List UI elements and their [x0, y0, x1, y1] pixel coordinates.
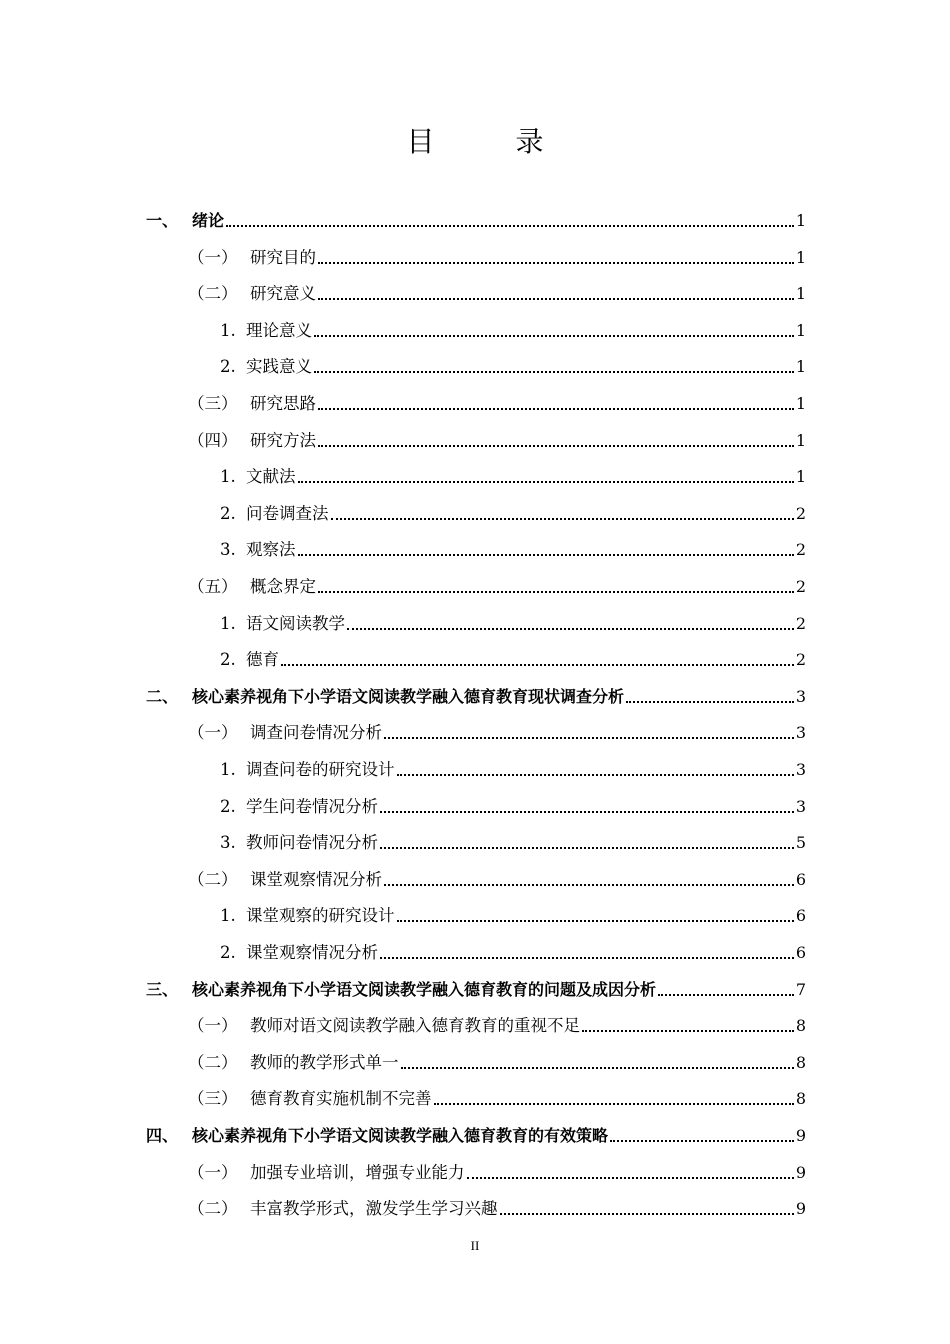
toc-entry-number: 2.: [220, 796, 236, 816]
toc-entry-number: 2.: [220, 503, 236, 523]
toc-entry-label: 课堂观察情况分析: [246, 943, 378, 962]
toc-entry-page: 6: [795, 906, 806, 926]
toc-entry-number: （二）: [188, 284, 238, 304]
toc-entry-page: 1: [795, 394, 806, 413]
toc-dot-leader: [318, 408, 794, 410]
toc-entry-number: 1.: [220, 320, 236, 340]
toc-entry-page: 8: [795, 1089, 806, 1109]
toc-entry-number: 1.: [220, 906, 236, 926]
toc-dot-leader: [467, 1177, 794, 1179]
toc-entry-label: 观察法: [246, 540, 296, 560]
toc-entry-page: 3: [795, 796, 806, 816]
toc-entry-number: 1.: [220, 760, 236, 779]
toc-entry-page: 2: [795, 613, 806, 633]
toc-dot-leader: [298, 554, 794, 556]
toc-entry-number: （一）: [188, 723, 238, 743]
toc-entry-page: 9: [795, 1199, 806, 1219]
toc-entry-number: 2.: [220, 650, 236, 670]
toc-entry-label: 学生问卷情况分析: [246, 796, 378, 816]
toc-entry-label: 研究意义: [250, 284, 316, 304]
toc-entry-page: 3: [795, 760, 806, 779]
toc-entry-number: （二）: [188, 1052, 238, 1072]
toc-dot-leader: [318, 298, 794, 300]
toc-entry-page: 6: [795, 943, 806, 962]
toc-entry-label: 教师对语文阅读教学融入德育教育的重视不足: [250, 1016, 580, 1036]
toc-entry[interactable]: [188, 1190, 806, 1220]
toc-entry-number: 2.: [220, 357, 236, 377]
toc-entry-page: 8: [795, 1016, 806, 1036]
toc-entry-label: 课堂观察的研究设计: [246, 906, 395, 926]
toc-entry-label: 研究目的: [250, 247, 316, 267]
toc-entry[interactable]: [220, 458, 806, 488]
toc-dot-leader: [298, 481, 794, 483]
toc-dot-leader: [380, 957, 794, 959]
toc-entry-label: 语文阅读教学: [246, 613, 345, 633]
toc-entry-label: 德育: [246, 650, 279, 670]
toc-entry-label: 文献法: [246, 467, 296, 487]
toc-entry-number: 3.: [220, 833, 236, 853]
toc-entry[interactable]: [188, 1007, 806, 1037]
toc-entry-number: （一）: [188, 1162, 238, 1182]
toc-dot-leader: [610, 1140, 794, 1142]
toc-entry-number: （三）: [188, 394, 238, 413]
toc-dot-leader: [331, 518, 794, 520]
toc-dot-leader: [658, 994, 794, 996]
toc-entry[interactable]: [220, 312, 806, 342]
toc-entry-page: 9: [795, 1162, 806, 1182]
toc-entry[interactable]: [220, 641, 806, 671]
toc-entry[interactable]: [220, 934, 806, 964]
toc-entry-page: 1: [795, 357, 806, 377]
toc-entry[interactable]: [146, 678, 806, 708]
toc-entry-number: 1.: [220, 467, 236, 487]
toc-entry[interactable]: [188, 1154, 806, 1184]
page-footer-number: II: [470, 1238, 480, 1253]
toc-entry-page: 5: [795, 833, 806, 853]
toc-entry[interactable]: [188, 714, 806, 744]
toc-dot-leader: [347, 628, 794, 630]
toc-dot-leader: [384, 884, 794, 886]
toc-entry-label: 核心素养视角下小学语文阅读教学融入德育教育的有效策略: [192, 1126, 609, 1145]
toc-entry-label: 理论意义: [246, 320, 312, 340]
toc-entry-number: （二）: [188, 1199, 238, 1219]
toc-entry-number: 二、: [146, 686, 179, 706]
toc-dot-leader: [226, 225, 794, 227]
toc-entry-page: 2: [795, 540, 806, 560]
toc-entry-label: 核心素养视角下小学语文阅读教学融入德育教育的问题及成因分析: [192, 979, 657, 999]
toc-entry[interactable]: [146, 202, 806, 232]
toc-entry[interactable]: [188, 1044, 806, 1074]
toc-entry[interactable]: [220, 788, 806, 818]
toc-entry-label: 加强专业培训，增强专业能力: [250, 1162, 465, 1182]
toc-entry[interactable]: [220, 751, 806, 781]
toc-entry-label: 丰富教学形式，激发学生学习兴趣: [250, 1199, 498, 1219]
toc-entry-label: 研究思路: [250, 394, 316, 413]
toc-entry-number: 3.: [220, 540, 236, 560]
toc-entry-number: （一）: [188, 1016, 238, 1036]
toc-entry[interactable]: [220, 531, 806, 561]
toc-entry-number: （二）: [188, 869, 238, 889]
toc-entry-page: 1: [795, 467, 806, 487]
toc-dot-leader: [314, 371, 794, 373]
toc-dot-leader: [401, 1067, 794, 1069]
toc-entry-label: 德育教育实施机制不完善: [250, 1089, 432, 1109]
toc-entry-number: 四、: [146, 1126, 179, 1145]
toc-dot-leader: [397, 920, 794, 922]
toc-entry-number: （一）: [188, 247, 238, 267]
toc-dot-leader: [434, 1103, 794, 1105]
toc-dot-leader: [500, 1213, 794, 1215]
toc-entry-page: 8: [795, 1052, 806, 1072]
toc-entry-label: 核心素养视角下小学语文阅读教学融入德育教育现状调查分析: [192, 686, 625, 706]
toc-entry[interactable]: [188, 422, 806, 452]
toc-entry-label: 绪论: [192, 211, 225, 230]
toc-entry-number: 一、: [146, 211, 179, 230]
toc-entry-label: 调查问卷的研究设计: [246, 760, 395, 779]
toc-entry-page: 3: [795, 723, 806, 743]
toc-dot-leader: [318, 262, 794, 264]
toc-entry-page: 9: [795, 1126, 806, 1145]
toc-entry-page: 2: [795, 577, 806, 596]
toc-entry[interactable]: [220, 897, 806, 927]
toc-entry[interactable]: [220, 824, 806, 854]
toc-entry[interactable]: [188, 861, 806, 891]
toc-entry-page: 7: [795, 979, 806, 999]
toc-entry-page: 3: [795, 686, 806, 706]
toc-entry-number: （四）: [188, 430, 238, 450]
toc-entry-number: 三、: [146, 979, 179, 999]
toc-dot-leader: [582, 1030, 794, 1032]
toc-entry-number: 2.: [220, 943, 236, 962]
toc-entry-label: 概念界定: [250, 577, 316, 596]
toc-entry-number: （五）: [188, 577, 238, 596]
toc-entry[interactable]: [220, 495, 806, 525]
toc-entry-page: 1: [795, 211, 806, 230]
toc-dot-leader: [384, 737, 794, 739]
toc-entry[interactable]: [146, 971, 806, 1001]
toc-entry-label: 教师问卷情况分析: [246, 833, 378, 853]
toc-entry-label: 教师的教学形式单一: [250, 1052, 399, 1072]
toc-entry-label: 实践意义: [246, 357, 312, 377]
toc-entry-label: 研究方法: [250, 430, 316, 450]
toc-dot-leader: [626, 701, 794, 703]
page-title: 目 录: [406, 125, 580, 158]
toc-entry-number: （三）: [188, 1089, 238, 1109]
toc-entry-page: 2: [795, 503, 806, 523]
toc-entry-page: 1: [795, 284, 806, 304]
toc-dot-leader: [318, 445, 794, 447]
toc-dot-leader: [318, 591, 794, 593]
toc-dot-leader: [281, 664, 794, 666]
toc-entry-page: 6: [795, 869, 806, 889]
toc-entry[interactable]: [220, 348, 806, 378]
toc-entry[interactable]: [188, 385, 806, 415]
toc-entry[interactable]: [188, 568, 806, 598]
toc-entry-label: 课堂观察情况分析: [250, 869, 382, 889]
toc-entry-page: 1: [795, 320, 806, 340]
toc-dot-leader: [380, 811, 794, 813]
toc-entry[interactable]: [220, 605, 806, 635]
toc-entry-page: 1: [795, 247, 806, 267]
toc-entry[interactable]: [188, 239, 806, 269]
toc-entry-number: 1.: [220, 613, 236, 633]
toc-entry-page: 2: [795, 650, 806, 670]
toc-dot-leader: [380, 847, 794, 849]
toc-entry[interactable]: [146, 1117, 806, 1147]
toc-dot-leader: [314, 335, 794, 337]
toc-dot-leader: [397, 774, 794, 776]
toc-entry-label: 调查问卷情况分析: [250, 723, 382, 743]
toc-entry-page: 1: [795, 430, 806, 450]
toc-entry[interactable]: [188, 275, 806, 305]
toc-entry-label: 问卷调查法: [246, 503, 329, 523]
toc-entry[interactable]: [188, 1080, 806, 1110]
